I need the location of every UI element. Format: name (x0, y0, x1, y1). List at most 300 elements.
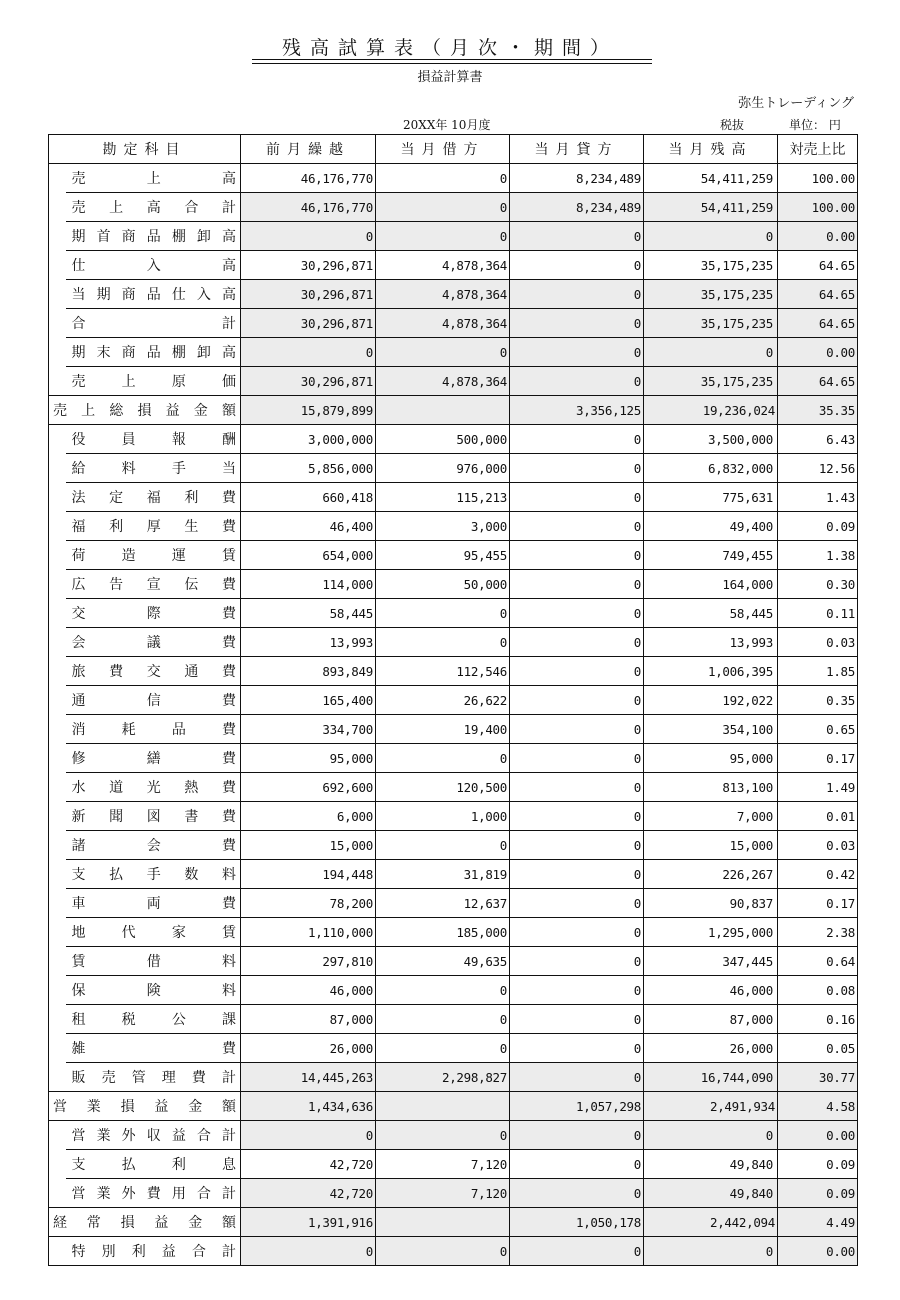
prior-balance-cell: 42,720 (241, 1179, 376, 1208)
credit-cell: 0 (510, 309, 644, 338)
prior-balance-cell: 46,176,770 (241, 164, 376, 193)
indent-spacer (49, 1150, 66, 1179)
credit-cell: 0 (510, 280, 644, 309)
sales-ratio-cell: 1.85 (778, 657, 858, 686)
prior-balance-cell: 0 (241, 1237, 376, 1266)
indent-spacer (49, 1034, 66, 1063)
credit-cell: 0 (510, 1063, 644, 1092)
table-row (49, 1092, 858, 1121)
account-name: 期 首 商 品 棚 卸 高 (71, 229, 236, 245)
account-name: 給 料 手 当 (71, 461, 236, 477)
indent-spacer (49, 425, 66, 454)
account-name-cell (66, 1121, 241, 1150)
account-name: 広 告 宣 伝 費 (71, 577, 236, 593)
prior-balance-cell: 692,600 (241, 773, 376, 802)
balance-cell: 49,840 (644, 1179, 778, 1208)
account-name-cell (66, 280, 241, 309)
credit-cell: 0 (510, 1121, 644, 1150)
account-name-cell (66, 1034, 241, 1063)
debit-cell: 4,878,364 (376, 309, 510, 338)
balance-cell: 6,832,000 (644, 454, 778, 483)
debit-cell: 976,000 (376, 454, 510, 483)
debit-cell: 26,622 (376, 686, 510, 715)
column-header-sales-ratio: 対売上比 (778, 135, 858, 164)
table-row (49, 802, 858, 831)
account-name: 修 繕 費 (71, 751, 236, 767)
account-name-cell (66, 541, 241, 570)
prior-balance-cell: 30,296,871 (241, 251, 376, 280)
prior-balance-cell: 58,445 (241, 599, 376, 628)
sales-ratio-cell: 6.43 (778, 425, 858, 454)
balance-cell: 226,267 (644, 860, 778, 889)
account-name-cell (66, 367, 241, 396)
table-row (49, 164, 858, 193)
indent-spacer (49, 1063, 66, 1092)
indent-spacer (49, 802, 66, 831)
debit-cell: 12,637 (376, 889, 510, 918)
account-name: 売 上 高 (71, 171, 236, 187)
indent-spacer (49, 947, 66, 976)
credit-cell: 0 (510, 744, 644, 773)
debit-cell: 115,213 (376, 483, 510, 512)
indent-spacer (49, 686, 66, 715)
balance-cell: 54,411,259 (644, 193, 778, 222)
debit-cell: 7,120 (376, 1150, 510, 1179)
prior-balance-cell: 1,110,000 (241, 918, 376, 947)
account-name: 仕 入 高 (71, 258, 236, 274)
sales-ratio-cell: 0.09 (778, 1150, 858, 1179)
credit-cell: 0 (510, 599, 644, 628)
table-row (49, 715, 858, 744)
account-name: 新 聞 図 書 費 (71, 809, 236, 825)
account-name-cell (66, 860, 241, 889)
balance-cell: 16,744,090 (644, 1063, 778, 1092)
column-header-prior-balance: 前月繰越 (241, 135, 376, 164)
account-name-cell (66, 715, 241, 744)
balance-cell: 813,100 (644, 773, 778, 802)
prior-balance-cell: 1,391,916 (241, 1208, 376, 1237)
indent-spacer (49, 1005, 66, 1034)
indent-spacer (49, 599, 66, 628)
prior-balance-cell: 1,434,636 (241, 1092, 376, 1121)
prior-balance-cell: 26,000 (241, 1034, 376, 1063)
prior-balance-cell: 46,400 (241, 512, 376, 541)
indent-spacer (49, 512, 66, 541)
balance-cell: 7,000 (644, 802, 778, 831)
sales-ratio-cell: 0.17 (778, 889, 858, 918)
indent-spacer (49, 193, 66, 222)
debit-cell: 0 (376, 1005, 510, 1034)
prior-balance-cell: 15,879,899 (241, 396, 376, 425)
table-row (49, 918, 858, 947)
table-row (49, 1034, 858, 1063)
table-row (49, 831, 858, 860)
debit-cell: 4,878,364 (376, 251, 510, 280)
indent-spacer (49, 831, 66, 860)
trial-balance-table (48, 134, 858, 1266)
credit-cell: 8,234,489 (510, 193, 644, 222)
balance-cell: 1,295,000 (644, 918, 778, 947)
table-row (49, 1005, 858, 1034)
table-row (49, 1063, 858, 1092)
sales-ratio-cell: 0.17 (778, 744, 858, 773)
balance-cell: 35,175,235 (644, 280, 778, 309)
balance-cell: 775,631 (644, 483, 778, 512)
credit-cell: 0 (510, 831, 644, 860)
prior-balance-cell: 297,810 (241, 947, 376, 976)
account-name-cell (66, 1063, 241, 1092)
account-name-cell (66, 976, 241, 1005)
indent-spacer (49, 744, 66, 773)
table-row (49, 396, 858, 425)
debit-cell: 2,298,827 (376, 1063, 510, 1092)
indent-spacer (49, 918, 66, 947)
table-row (49, 280, 858, 309)
report-period: 20XX年 10月度 (403, 118, 491, 132)
balance-cell: 46,000 (644, 976, 778, 1005)
debit-cell: 185,000 (376, 918, 510, 947)
indent-spacer (49, 280, 66, 309)
indent-spacer (49, 222, 66, 251)
credit-cell: 0 (510, 1034, 644, 1063)
account-name: 営 業 外 収 益 合 計 (71, 1128, 236, 1144)
indent-spacer (49, 1179, 66, 1208)
account-name: 保 険 料 (71, 983, 236, 999)
table-body (49, 164, 858, 1266)
credit-cell: 0 (510, 338, 644, 367)
table-row (49, 976, 858, 1005)
account-name-cell (66, 657, 241, 686)
indent-spacer (49, 251, 66, 280)
indent-spacer (49, 773, 66, 802)
credit-cell: 0 (510, 802, 644, 831)
indent-spacer (49, 541, 66, 570)
sales-ratio-cell: 0.00 (778, 222, 858, 251)
debit-cell: 50,000 (376, 570, 510, 599)
table-row (49, 686, 858, 715)
sales-ratio-cell: 0.65 (778, 715, 858, 744)
sales-ratio-cell: 0.08 (778, 976, 858, 1005)
column-header-debit: 当月借方 (376, 135, 510, 164)
table-row (49, 425, 858, 454)
credit-cell: 0 (510, 976, 644, 1005)
indent-spacer (49, 367, 66, 396)
prior-balance-cell: 0 (241, 222, 376, 251)
credit-cell: 0 (510, 512, 644, 541)
account-name: 会 議 費 (71, 635, 236, 651)
prior-balance-cell: 0 (241, 338, 376, 367)
account-name: 支 払 手 数 料 (71, 867, 236, 883)
sales-ratio-cell: 0.05 (778, 1034, 858, 1063)
prior-balance-cell: 893,849 (241, 657, 376, 686)
account-name-cell (66, 889, 241, 918)
debit-cell: 0 (376, 599, 510, 628)
sales-ratio-cell: 12.56 (778, 454, 858, 483)
account-name: 車 両 費 (71, 896, 236, 912)
prior-balance-cell: 95,000 (241, 744, 376, 773)
account-name-cell (66, 686, 241, 715)
balance-cell: 87,000 (644, 1005, 778, 1034)
debit-cell: 4,878,364 (376, 280, 510, 309)
credit-cell: 0 (510, 918, 644, 947)
account-name-cell (49, 396, 241, 425)
company-name: 弥生トレーディング (738, 96, 854, 111)
balance-cell: 15,000 (644, 831, 778, 860)
debit-cell: 112,546 (376, 657, 510, 686)
title-double-rule (252, 59, 652, 64)
prior-balance-cell: 654,000 (241, 541, 376, 570)
indent-spacer (49, 454, 66, 483)
table-row (49, 222, 858, 251)
balance-cell: 54,411,259 (644, 164, 778, 193)
account-name-cell (66, 947, 241, 976)
account-name: 交 際 費 (71, 606, 236, 622)
table-row (49, 1237, 858, 1266)
balance-cell: 347,445 (644, 947, 778, 976)
prior-balance-cell: 13,993 (241, 628, 376, 657)
prior-balance-cell: 5,856,000 (241, 454, 376, 483)
sales-ratio-cell: 0.42 (778, 860, 858, 889)
column-header-account: 勘定科目 (49, 135, 241, 164)
indent-spacer (49, 309, 66, 338)
prior-balance-cell: 46,176,770 (241, 193, 376, 222)
indent-spacer (49, 715, 66, 744)
credit-cell: 0 (510, 715, 644, 744)
account-name-cell (66, 599, 241, 628)
account-name-cell (49, 1092, 241, 1121)
debit-cell: 0 (376, 222, 510, 251)
account-name-cell (66, 251, 241, 280)
balance-cell: 1,006,395 (644, 657, 778, 686)
prior-balance-cell: 6,000 (241, 802, 376, 831)
debit-cell: 4,878,364 (376, 367, 510, 396)
balance-cell: 35,175,235 (644, 367, 778, 396)
column-header-balance: 当月残高 (644, 135, 778, 164)
sales-ratio-cell: 0.00 (778, 338, 858, 367)
sales-ratio-cell: 0.00 (778, 1121, 858, 1150)
indent-spacer (49, 889, 66, 918)
account-name-cell (66, 1237, 241, 1266)
balance-cell: 49,400 (644, 512, 778, 541)
account-name-cell (66, 802, 241, 831)
prior-balance-cell: 3,000,000 (241, 425, 376, 454)
balance-cell: 49,840 (644, 1150, 778, 1179)
balance-cell: 35,175,235 (644, 309, 778, 338)
account-name-cell (66, 1005, 241, 1034)
indent-spacer (49, 483, 66, 512)
credit-cell: 0 (510, 541, 644, 570)
sales-ratio-cell: 1.43 (778, 483, 858, 512)
indent-spacer (49, 860, 66, 889)
account-name-cell (49, 1208, 241, 1237)
sales-ratio-cell: 0.09 (778, 512, 858, 541)
sales-ratio-cell: 0.64 (778, 947, 858, 976)
credit-cell: 0 (510, 1005, 644, 1034)
account-name-cell (66, 454, 241, 483)
balance-cell: 58,445 (644, 599, 778, 628)
table-row (49, 773, 858, 802)
table-row (49, 541, 858, 570)
balance-cell: 0 (644, 222, 778, 251)
account-name-cell (66, 628, 241, 657)
table-row (49, 889, 858, 918)
debit-cell: 1,000 (376, 802, 510, 831)
account-name: 支 払 利 息 (71, 1157, 236, 1173)
account-name-cell (66, 1179, 241, 1208)
table-row (49, 744, 858, 773)
debit-cell: 19,400 (376, 715, 510, 744)
sales-ratio-cell: 35.35 (778, 396, 858, 425)
credit-cell: 3,356,125 (510, 396, 644, 425)
table-row (49, 599, 858, 628)
account-name: 売 上 高 合 計 (71, 200, 236, 216)
currency-unit: 単位： 円 (789, 118, 841, 132)
account-name-cell (66, 338, 241, 367)
debit-cell: 0 (376, 744, 510, 773)
account-name: 売 上 原 価 (71, 374, 236, 390)
table-row (49, 367, 858, 396)
table-row (49, 454, 858, 483)
account-name-cell (66, 512, 241, 541)
debit-cell: 31,819 (376, 860, 510, 889)
sales-ratio-cell: 100.00 (778, 193, 858, 222)
debit-cell: 120,500 (376, 773, 510, 802)
credit-cell: 0 (510, 222, 644, 251)
sales-ratio-cell: 4.58 (778, 1092, 858, 1121)
prior-balance-cell: 30,296,871 (241, 367, 376, 396)
table-row (49, 338, 858, 367)
account-name: 法 定 福 利 費 (71, 490, 236, 506)
balance-cell: 192,022 (644, 686, 778, 715)
balance-cell: 0 (644, 1237, 778, 1266)
table-row (49, 570, 858, 599)
credit-cell: 0 (510, 628, 644, 657)
credit-cell: 0 (510, 454, 644, 483)
debit-cell: 0 (376, 164, 510, 193)
debit-cell: 0 (376, 831, 510, 860)
table-row (49, 309, 858, 338)
prior-balance-cell: 46,000 (241, 976, 376, 1005)
prior-balance-cell: 14,445,263 (241, 1063, 376, 1092)
sales-ratio-cell: 30.77 (778, 1063, 858, 1092)
sales-ratio-cell: 0.01 (778, 802, 858, 831)
indent-spacer (49, 164, 66, 193)
table-row (49, 1179, 858, 1208)
debit-cell (376, 396, 510, 425)
credit-cell: 0 (510, 1237, 644, 1266)
credit-cell: 0 (510, 773, 644, 802)
account-name: 合 計 (71, 316, 236, 332)
credit-cell: 0 (510, 425, 644, 454)
debit-cell (376, 1208, 510, 1237)
credit-cell: 0 (510, 657, 644, 686)
account-name: 福 利 厚 生 費 (71, 519, 236, 535)
debit-cell: 3,000 (376, 512, 510, 541)
account-name: 諸 会 費 (71, 838, 236, 854)
balance-cell: 0 (644, 338, 778, 367)
account-name-cell (66, 1150, 241, 1179)
balance-cell: 354,100 (644, 715, 778, 744)
account-name: 消 耗 品 費 (71, 722, 236, 738)
prior-balance-cell: 78,200 (241, 889, 376, 918)
debit-cell: 0 (376, 1121, 510, 1150)
prior-balance-cell: 194,448 (241, 860, 376, 889)
balance-cell: 26,000 (644, 1034, 778, 1063)
debit-cell: 0 (376, 976, 510, 1005)
table-row (49, 512, 858, 541)
account-name: 租 税 公 課 (71, 1012, 236, 1028)
account-name-cell (66, 570, 241, 599)
debit-cell: 0 (376, 338, 510, 367)
prior-balance-cell: 114,000 (241, 570, 376, 599)
table-row (49, 628, 858, 657)
balance-cell: 13,993 (644, 628, 778, 657)
account-name: 期 末 商 品 棚 卸 高 (71, 345, 236, 361)
credit-cell: 0 (510, 1150, 644, 1179)
account-name: 雑 費 (71, 1041, 236, 1057)
account-name: 売 上 総 損 益 金 額 (53, 403, 236, 419)
debit-cell: 95,455 (376, 541, 510, 570)
debit-cell: 500,000 (376, 425, 510, 454)
indent-spacer (49, 657, 66, 686)
table-header-row (49, 135, 858, 164)
prior-balance-cell: 15,000 (241, 831, 376, 860)
report-title: 残高試算表（月次・期間） (281, 37, 618, 59)
table-row (49, 657, 858, 686)
indent-spacer (49, 570, 66, 599)
account-name-cell (66, 773, 241, 802)
sales-ratio-cell: 64.65 (778, 251, 858, 280)
account-name: 営 業 損 益 金 額 (53, 1099, 236, 1115)
sales-ratio-cell: 64.65 (778, 280, 858, 309)
account-name: 特 別 利 益 合 計 (71, 1244, 236, 1260)
sales-ratio-cell: 0.30 (778, 570, 858, 599)
credit-cell: 0 (510, 889, 644, 918)
indent-spacer (49, 1121, 66, 1150)
balance-cell: 0 (644, 1121, 778, 1150)
debit-cell: 0 (376, 1237, 510, 1266)
prior-balance-cell: 87,000 (241, 1005, 376, 1034)
credit-cell: 0 (510, 570, 644, 599)
account-name: 役 員 報 酬 (71, 432, 236, 448)
credit-cell: 1,057,298 (510, 1092, 644, 1121)
account-name-cell (66, 744, 241, 773)
column-header-credit: 当月貸方 (510, 135, 644, 164)
report-subtitle: 損益計算書 (417, 70, 483, 85)
account-name-cell (66, 918, 241, 947)
sales-ratio-cell: 1.49 (778, 773, 858, 802)
credit-cell: 0 (510, 1179, 644, 1208)
debit-cell: 49,635 (376, 947, 510, 976)
credit-cell: 0 (510, 251, 644, 280)
credit-cell: 0 (510, 947, 644, 976)
balance-cell: 95,000 (644, 744, 778, 773)
indent-spacer (49, 1237, 66, 1266)
account-name: 水 道 光 熱 費 (71, 780, 236, 796)
sales-ratio-cell: 1.38 (778, 541, 858, 570)
prior-balance-cell: 30,296,871 (241, 280, 376, 309)
account-name: 地 代 家 賃 (71, 925, 236, 941)
sales-ratio-cell: 0.00 (778, 1237, 858, 1266)
sales-ratio-cell: 100.00 (778, 164, 858, 193)
indent-spacer (49, 976, 66, 1005)
balance-cell: 3,500,000 (644, 425, 778, 454)
tax-mode: 税抜 (720, 118, 745, 132)
account-name-cell (66, 483, 241, 512)
debit-cell: 0 (376, 193, 510, 222)
account-name-cell (66, 222, 241, 251)
debit-cell: 0 (376, 1034, 510, 1063)
